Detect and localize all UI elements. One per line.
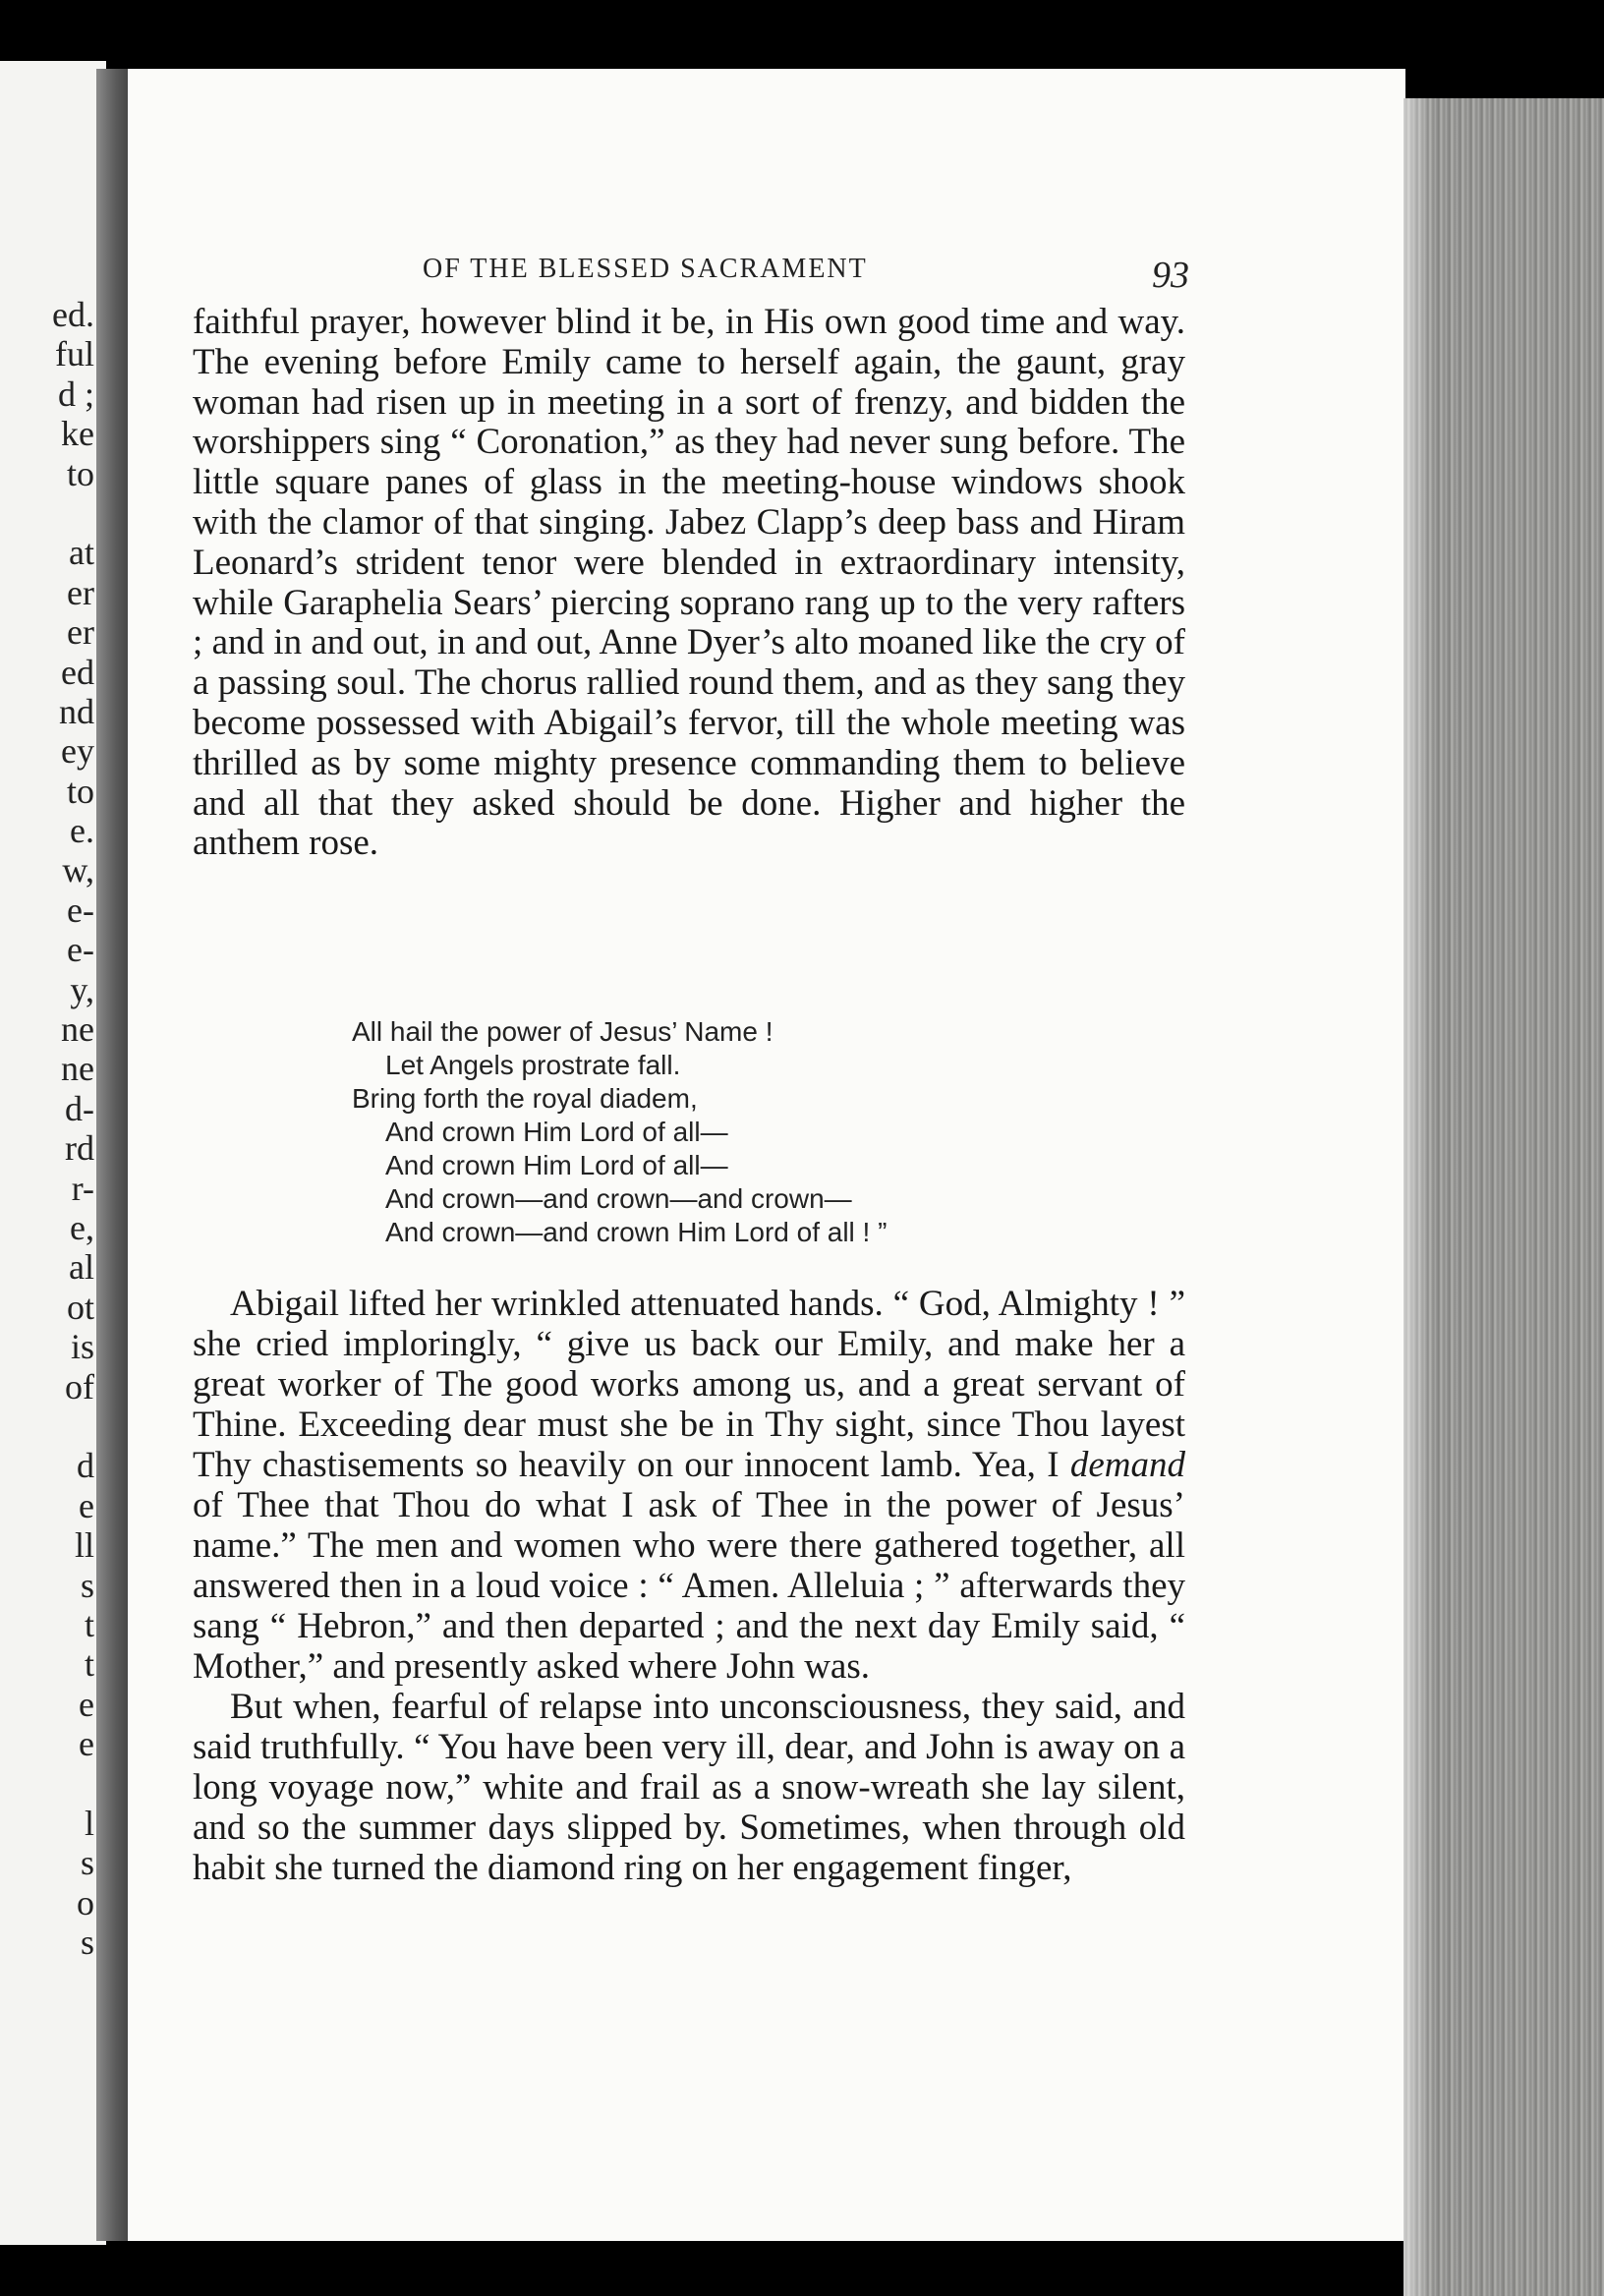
facing-page-fragment: ne xyxy=(61,1009,94,1050)
paragraph-3: But when, fearful of relapse into unconsciousness, they said, and said truthfully. “ You have been very ill, dear, and John is away on a long voyage now,” white and frail as a snow-wreath she lay silent, and so the summer days slipped by. Sometimes, when through old habit she turned the diamond ring on her engagement finger, xyxy=(193,1687,1185,1888)
paragraph-2-italic: demand xyxy=(1069,1445,1185,1485)
page-edges-shade xyxy=(1404,98,1433,2296)
facing-page-fragment xyxy=(0,493,98,533)
paragraph-2 xyxy=(193,1284,1185,1687)
facing-page-fragment: to xyxy=(66,771,94,811)
hymn-line: All hail the power of Jesus’ Name ! xyxy=(352,1016,773,1047)
facing-page-fragment xyxy=(0,1406,98,1446)
facing-page-fragment: o xyxy=(77,1882,94,1923)
facing-page-fragment: e. xyxy=(70,811,94,851)
facing-page-fragment: r- xyxy=(71,1168,94,1208)
facing-page-fragment: e xyxy=(79,1485,94,1525)
facing-page-fragment: e xyxy=(79,1724,94,1764)
facing-page-fragment: er xyxy=(67,572,94,612)
facing-page-fragment: s xyxy=(80,1923,94,1963)
paragraph-1: faithful prayer, however blind it be, in His own good time and way. The evening before Emily came to herself again, the gaunt, gray woman had risen up in meeting in a sort of frenzy, and bidden the worshippers sing “ Coronation,” as they had never sung before. The little square panes of glass in the meeting-house windows shook with the clamor of that singing. Jabez Clapp’s deep bass and Hiram Leonard’s strident tenor were blended in extraordinary intensity, while Garaphelia Sears’ piercing soprano rang up to the very rafters ; and in and out, in and out, Anne Dyer’s alto moaned like the cry of a passing soul. The chorus rallied round them, and as they sang they become possessed with Abigail’s fervor, till the whole meeting was thrilled as by some mighty presence commanding them to believe and all that they asked should be done. Higher and higher the anthem rose. xyxy=(193,302,1185,864)
facing-page-fragment: w, xyxy=(62,850,94,890)
facing-page-fragment: ed xyxy=(61,652,94,692)
facing-page-fragment: e, xyxy=(70,1207,94,1247)
hymn-line: And crown Him Lord of all— xyxy=(385,1117,728,1147)
facing-page-fragment: ful xyxy=(55,334,94,374)
facing-page-fragment: e- xyxy=(67,890,94,930)
page-edges xyxy=(1404,98,1604,2296)
hymn-verse xyxy=(352,1015,887,1249)
facing-page-fragment: ey xyxy=(61,731,94,772)
facing-page-fragment: s xyxy=(80,1565,94,1605)
facing-page-fragment xyxy=(0,1763,98,1803)
facing-page-fragment: s xyxy=(80,1843,94,1883)
running-head: OF THE BLESSED SACRAMENT xyxy=(423,254,868,284)
body-text-bottom xyxy=(193,1284,1185,1888)
facing-page-fragment: e xyxy=(79,1684,94,1724)
facing-page-fragment: ke xyxy=(61,414,94,454)
facing-page-fragment: ll xyxy=(74,1525,94,1566)
page-number: 93 xyxy=(1152,255,1189,296)
facing-page-fragment: ot xyxy=(66,1287,94,1327)
facing-page-fragment: ne xyxy=(61,1049,94,1089)
hymn-line: And crown Him Lord of all— xyxy=(385,1150,728,1180)
facing-page-fragment: t xyxy=(84,1644,94,1685)
facing-page-fragment: to xyxy=(66,453,94,493)
paragraph-2-part-b: of Thee that Thou do what I ask of Thee in the power of Jesus’ name.” The men and women who were there gathered together, all answered then in a loud voice : “ Amen. Alleluia ; ” afterwards they sang “ Hebron,” and then departed ; and the next day Emily said, “ Mother,” and presently asked where John was. xyxy=(193,1485,1185,1687)
body-text-top xyxy=(193,303,1185,864)
facing-page-fragment: rd xyxy=(65,1128,94,1169)
facing-page-fragment: is xyxy=(70,1327,94,1367)
hymn-line: And crown—and crown—and crown— xyxy=(385,1183,852,1214)
facing-page-fragment: t xyxy=(84,1604,94,1644)
facing-page-fragment: at xyxy=(69,533,94,573)
paragraph-2-part-a: Abigail lifted her wrinkled attenuated hands. “ God, Almighty ! ” she cried imploringly, “ give us back our Emily, and make her a great worker of The good works among us, and a great servant of Thine. Exceeding dear must she be in Thy sight, since Thou layest Thy chastisements so heavily on our innocent lamb. Yea, I xyxy=(193,1284,1185,1485)
facing-page-fragment: er xyxy=(67,612,94,653)
facing-page-fragment: e- xyxy=(67,930,94,970)
facing-page-fragment: l xyxy=(84,1803,94,1843)
facing-page-fragment: y, xyxy=(70,969,94,1009)
hymn-line: Let Angels prostrate fall. xyxy=(385,1050,681,1080)
facing-page-fragment: al xyxy=(69,1247,94,1288)
facing-page-fragment: nd xyxy=(59,691,94,731)
facing-page-fragment: d ; xyxy=(57,373,94,414)
facing-page-text-fragments xyxy=(0,295,98,1962)
facing-page-fragment: of xyxy=(65,1366,94,1406)
facing-page-fragment: ed. xyxy=(52,295,94,334)
hymn-line: Bring forth the royal diadem, xyxy=(352,1083,698,1114)
hymn-line: And crown—and crown Him Lord of all ! ” xyxy=(385,1217,888,1247)
facing-page-fragment: d xyxy=(77,1446,94,1486)
facing-page-fragment: d- xyxy=(65,1088,94,1128)
